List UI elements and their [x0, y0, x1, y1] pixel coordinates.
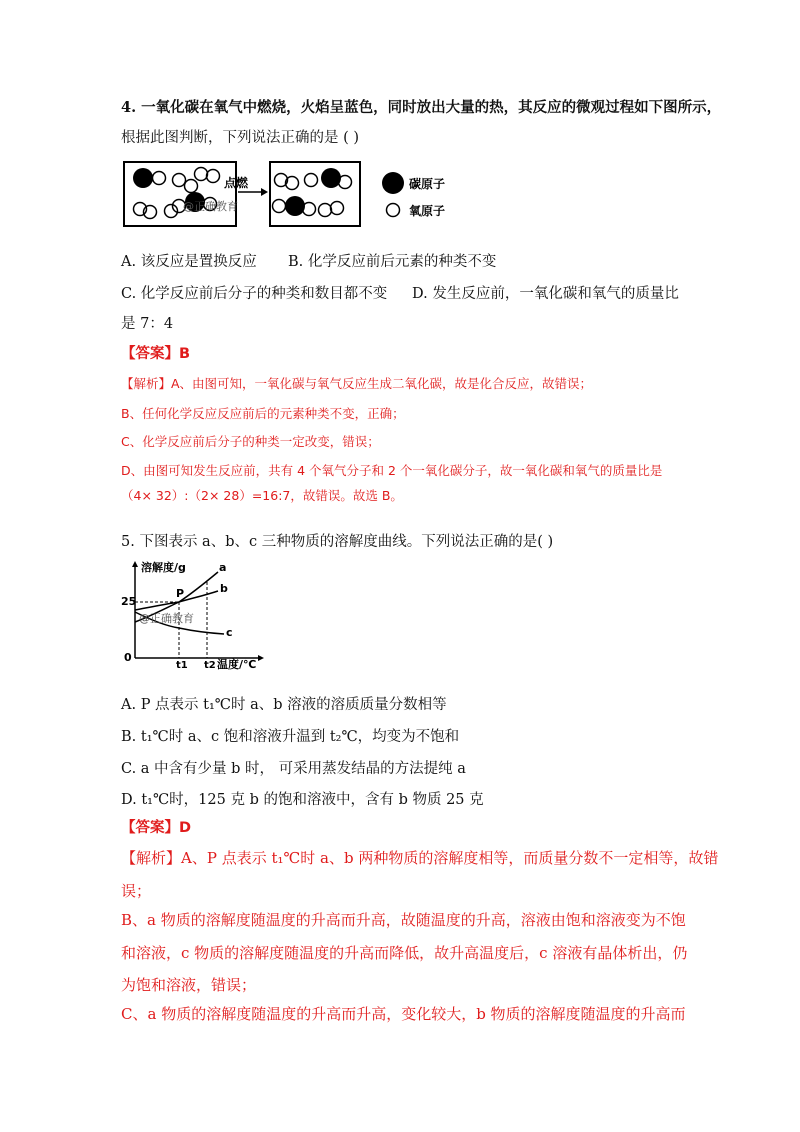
arrow-label: 点燃: [224, 176, 249, 190]
q5-option-c: C. a 中含有少量 b 时， 可采用蒸发结晶的方法提纯 a: [121, 761, 466, 777]
q5-option-b: B. t₁℃时 a、c 饱和溶液升温到 t₂℃，均变为不饱和: [121, 729, 460, 745]
arrow-head-icon: [261, 188, 268, 196]
carbon-atom: [133, 168, 153, 188]
q4-option-d-line2: 是 7：4: [121, 316, 174, 332]
carbon-atom: [321, 168, 341, 188]
oxygen-atom: [195, 168, 208, 181]
oxygen-atom: [185, 180, 198, 193]
q4-explanation-4: D、由图可知发生反应前，共有 4 个氧气分子和 2 个一氧化碳分子，故一氧化碳和氧气的质量比是: [121, 463, 663, 478]
y-axis-label: 溶解度/g: [141, 561, 186, 574]
x-axis-arrow-icon: [258, 655, 264, 661]
x-tick-t2: t2: [204, 660, 216, 670]
carbon-legend-icon: [382, 172, 404, 194]
carbon-legend-label: 碳原子: [409, 177, 446, 191]
solubility-curve-graph: [121, 560, 271, 670]
q5-option-d: D. t₁℃时，125 克 b 的饱和溶液中，含有 b 物质 25 克: [121, 792, 484, 808]
curve-a-label: a: [219, 561, 227, 574]
q4-option-d-line1: D. 发生反应前，一氧化碳和氧气的质量比: [412, 286, 679, 302]
q5-explanation-2: 误；: [121, 882, 152, 900]
q4-explanation-5: （4× 32）:（2× 28）=16:7，故错误。故选 B。: [121, 488, 403, 503]
after-reaction-box: [270, 162, 360, 226]
q5-explanation-4: 和溶液，c 物质的溶解度随温度的升高而降低，故升高温度后，c 溶液有晶体析出，仍: [121, 944, 688, 962]
q4-explanation-2: B、任何化学反应反应前后的元素种类不变，正确；: [121, 406, 405, 421]
oxygen-legend-label: 氧原子: [409, 204, 446, 218]
q4-answer: 【答案】B: [121, 346, 191, 362]
y-axis-arrow-icon: [132, 561, 138, 567]
oxygen-atom: [173, 174, 186, 187]
q5-explanation-6: C、a 物质的溶解度随温度的升高而升高，变化较大，b 物质的溶解度随温度的升高而: [121, 1005, 686, 1023]
x-tick-t1: t1: [176, 660, 188, 670]
q4-option-b: B. 化学反应前后元素的种类不变: [288, 254, 497, 270]
q5-answer: 【答案】D: [121, 820, 192, 836]
q4-reaction-diagram: [121, 158, 461, 230]
q5-explanation-3: B、a 物质的溶解度随温度的升高而升高，故随温度的升高，溶液由饱和溶液变为不饱: [121, 911, 686, 929]
point-p-label: P: [176, 587, 185, 600]
q4-option-c: C. 化学反应前后分子的种类和数目都不变: [121, 286, 388, 302]
oxygen-atom: [305, 174, 318, 187]
carbon-atom: [285, 196, 305, 216]
oxygen-legend-icon: [387, 204, 400, 217]
oxygen-atom: [207, 170, 220, 183]
origin-label: 0: [124, 651, 132, 664]
q5-option-a: A. P 点表示 t₁℃时 a、b 溶液的溶质质量分数相等: [121, 697, 447, 713]
oxygen-atom: [319, 204, 332, 217]
y-tick-25: 25: [121, 595, 137, 608]
q4-stem-line2: 根据此图判断，下列说法正确的是 ( ): [121, 130, 360, 146]
q4-stem-line1: 4. 一氧化碳在氧气中燃烧，火焰呈蓝色，同时放出大量的热，其反应的微观过程如下图所示，: [121, 99, 722, 116]
oxygen-atom: [273, 200, 286, 213]
q4-explanation-1: 【解析】A、由图可知，一氧化碳与氧气反应生成二氧化碳，故是化合反应，故错误；: [121, 376, 593, 391]
q5-explanation-1: 【解析】A、P 点表示 t₁℃时 a、b 两种物质的溶解度相等，而质量分数不一定相等，故错: [121, 849, 719, 867]
q4-option-a: A. 该反应是置换反应: [121, 254, 257, 270]
oxygen-atom: [331, 202, 344, 215]
oxygen-atom: [153, 172, 166, 185]
x-axis-label: 温度/℃: [217, 658, 257, 670]
curve-c-label: c: [226, 626, 233, 639]
q5-stem: 5. 下图表示 a、b、c 三种物质的溶解度曲线。下列说法正确的是( ): [121, 534, 554, 550]
q4-explanation-3: C、化学反应前后分子的种类一定改变，错误；: [121, 434, 380, 449]
curve-b-label: b: [220, 582, 228, 595]
graph-watermark: @正确教育: [139, 612, 194, 625]
oxygen-atom: [339, 176, 352, 189]
q5-explanation-5: 为饱和溶液，错误；: [121, 976, 257, 994]
diagram-watermark: @正确教育: [183, 200, 238, 213]
